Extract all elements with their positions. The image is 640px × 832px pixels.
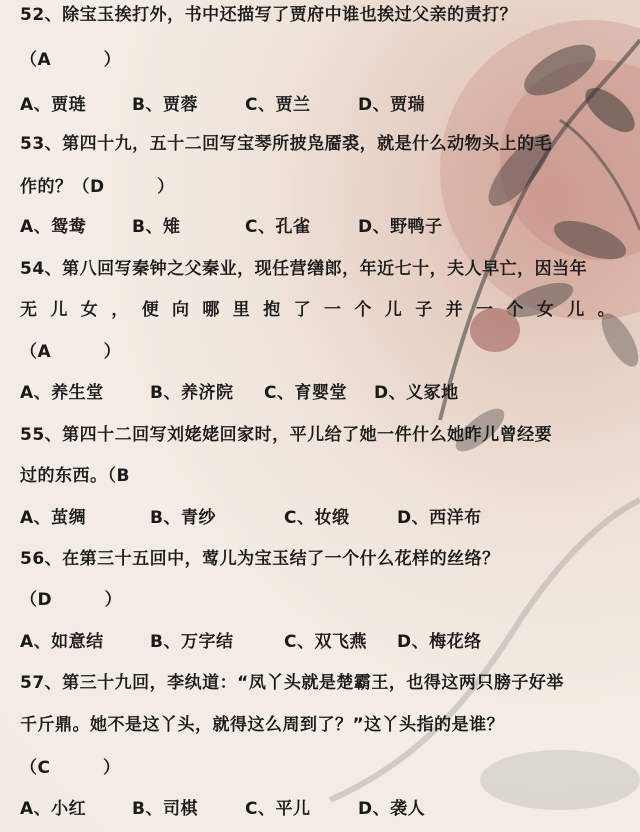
question-52-text: 52、除宝玉挨打外，书中还描写了贾府中谁也挨过父亲的责打？	[20, 5, 518, 25]
question-53-options	[20, 216, 443, 238]
question-56-answer: （D ）	[20, 590, 123, 610]
option-b: B、司棋	[132, 799, 198, 819]
question-53-text: 53、第四十九，五十二回写宝琴所披凫靥裘，就是什么动物头上的毛	[20, 134, 553, 154]
question-55-options	[20, 507, 482, 529]
option-d: D、义冢地	[374, 383, 459, 403]
question-57-options	[20, 798, 425, 820]
option-c: C、育婴堂	[264, 383, 347, 403]
option-d: D、西洋布	[397, 508, 482, 528]
question-56-options	[20, 631, 482, 653]
option-c: C、平儿	[245, 799, 311, 819]
option-b: B、青纱	[150, 508, 216, 528]
option-d: D、梅花络	[397, 632, 482, 652]
option-a: A、茧绸	[20, 508, 87, 528]
question-52-answer: （A ）	[20, 50, 122, 70]
option-a: A、养生堂	[20, 383, 104, 403]
question-52-options	[20, 94, 425, 116]
option-d: D、野鸭子	[358, 217, 443, 237]
question-57-text-2: 千斤鼎。她不是这丫头，就得这么周到了？”这丫头指的是谁？	[20, 715, 505, 735]
question-54-text-2	[20, 299, 628, 321]
question-56-text: 56、在第三十五回中，莺儿为宝玉结了一个什么花样的丝络？	[20, 549, 500, 569]
question-55-text: 55、第四十二回写刘姥姥回家时，平儿给了她一件什么她昨儿曾经要	[20, 425, 553, 445]
question-53-answer: 作的？（D ）	[20, 177, 175, 197]
option-d: D、袭人	[358, 799, 426, 819]
question-55-answer: 过的东西。（B	[20, 466, 183, 486]
option-a: A、贾琏	[20, 95, 87, 115]
option-d: D、贾瑞	[358, 95, 426, 115]
option-b: B、养济院	[150, 383, 234, 403]
option-a: A、小红	[20, 799, 87, 819]
option-c: C、贾兰	[245, 95, 311, 115]
question-54-line-2: 无儿女，便向哪里抱了一个儿子并一个女儿。	[20, 300, 628, 320]
question-54-options	[20, 382, 459, 404]
option-c: C、双飞燕	[284, 632, 367, 652]
option-b: B、万字结	[150, 632, 234, 652]
option-b: B、雉	[132, 217, 181, 237]
question-54-text-1: 54、第八回写秦钟之父秦业，现任营缮郎，年近七十，夫人早亡，因当年	[20, 259, 588, 279]
option-a: A、如意结	[20, 632, 104, 652]
option-c: C、妆缎	[284, 508, 350, 528]
question-57-answer: （C ）	[20, 758, 121, 778]
option-b: B、贾蓉	[132, 95, 198, 115]
option-c: C、孔雀	[245, 217, 311, 237]
option-a: A、鸳鸯	[20, 217, 87, 237]
question-54-answer: （A ）	[20, 342, 122, 362]
question-57-text-1: 57、第三十九回，李纨道：“凤丫头就是楚霸王，也得这两只膀子好举	[20, 673, 564, 693]
